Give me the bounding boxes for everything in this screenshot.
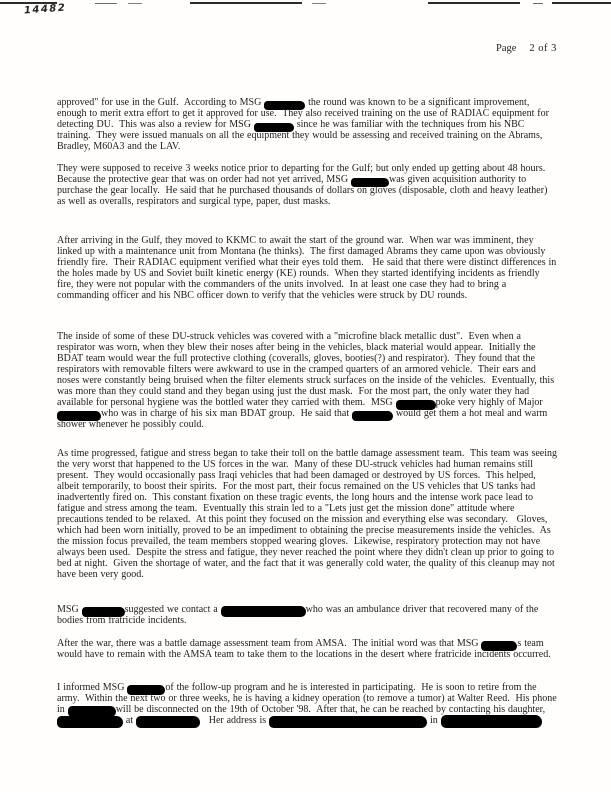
paragraph-text: who was an ambulance driver that recovered many of the bodies from fratricide incidents. xyxy=(57,604,542,626)
paragraph-text: suggested we contact a xyxy=(124,604,221,615)
paragraph-text: would get them a hot meal and warm shower whenever he possibly could. xyxy=(57,408,551,430)
paragraph-text: After the war, there was a battle damage assessment team from AMSA. The initial word was that MSG xyxy=(57,638,482,649)
document-paragraph xyxy=(57,604,558,626)
paragraph-text: was given acquisition authority to purchase the gear locally. He said that he purchased thousands of dollars on gloves (disposable, cloth and heavy leather) as well as overalls, respirators and surgical type, paper, dust masks. xyxy=(57,174,551,207)
paragraph-text: in xyxy=(427,715,441,726)
document-paragraph xyxy=(57,163,558,207)
document-paragraph xyxy=(57,97,558,152)
paragraph-text: As time progressed, fatigue and stress began to take their toll on the battle damage assessment team. This team was seeing the very worst that happened to the US forces in the war. Many of these DU-struck vehicles had human remains still present. They would occasionally pass Iraqi vehicles that had been damaged or destroyed by US forces. This helped, albeit temporarily, to boost their spirits. For the most part, their focus remained on the US vehicles that US tanks had inadvertently fired on. This constant fixation on these tragic events, the long hours and the intense work pace lead to fatigue and stress among the team. Eventually this strain led to a "Lets just get the mission done" attitude where precautions tended to be relaxed. At this point they focused on the mission and everything else was secondary. Gloves, which had been worn initially, proved to be an impediment to obtaining the precise measurements inside the vehicles. As the mission focus prevailed, the team members stopped wearing gloves. Likewise, respiratory protection may not have always been used. Despite the stress and fatigue, they never reached the point where they didn't clean up prior to going to bed at night. Given the shortage of water, and the fact that it was generally cold water, the quality of this cleanup may not have been very good. xyxy=(57,448,560,580)
paragraph-text: They were supposed to receive 3 weeks notice prior to departing for the Gulf; but only ended up getting about 48 hours. Because the protective gear that was on order had not yet arrived, MSG xyxy=(57,163,552,185)
page-header xyxy=(496,43,557,54)
page-header-number: 2 of 3 xyxy=(529,43,557,54)
redaction-bar xyxy=(136,716,200,728)
paragraph-text: of the follow-up program and he is interested in participating. He is soon to retire from the army. Within the next two or three weeks, he is having a kidney operation (to remove a tumor) at Walter Reed. His phone in xyxy=(57,682,560,715)
page-header-label: Page xyxy=(496,43,517,54)
redaction-bar xyxy=(269,716,427,728)
paragraph-text: who was in charge of his six man BDAT group. He said that xyxy=(101,408,353,419)
scan-artifact-line xyxy=(533,3,543,4)
handwritten-page-number: 14482 xyxy=(23,2,67,17)
paragraph-text: MSG xyxy=(57,604,82,615)
scan-artifact-line xyxy=(428,2,520,4)
paragraph-text: The inside of some of these DU-struck vehicles was covered with a "microfine black metallic dust". Even when a respirator was worn, when they blew their noses after being in the vehicles, black material would appear. Initially the BDAT team would wear the full protective clothing (coveralls, gloves, booties(?) and respirator). They found that the respirators with removable filters were awkward to use in the cramped quarters of an armored vehicle. Their ears and noses were constantly being bruised when the filter elements struck surfaces on the inside of the vehicles. Eventually, this was more than they could stand and they began using just the dust mask. For the most part, the only water they had available for personal hygiene was the bottled water they carried with them. MSG xyxy=(57,331,557,408)
redaction-bar xyxy=(57,716,123,728)
redaction-bar xyxy=(352,411,393,421)
document-paragraph xyxy=(57,682,558,726)
scan-artifact-line xyxy=(552,2,611,4)
paragraph-text: will be disconnected on the 19th of October '98. After that, he can be reached by contacting his daughter, xyxy=(115,704,549,715)
paragraph-text: the round was known to be a significant improvement, enough to merit extra effort to get it approved for use. They also received training on the use of RADIAC equipment for detecting DU. This was also a review for MSG xyxy=(57,97,552,130)
document-paragraph xyxy=(57,448,558,580)
paragraph-text: at xyxy=(123,715,137,726)
redaction-bar xyxy=(441,715,542,728)
paragraph-text: After arriving in the Gulf, they moved to KKMC to await the start of the ground war. When war was imminent, they linked up with a maintenance unit from Montana (he thinks). The first damaged Abrams they came upon was obviously friendly fire. Their RADIAC equipment verified what their eyes told them. He said that there were distinct differences in the holes made by US and Soviet built kinetic energy (KE) rounds. When they started identifying incidents as friendly fire, they were not popular with the commanders of the units involved. In at least one case they had to bring a commanding officer and his NBC officer down to verify that the vehicles were struck by DU rounds. xyxy=(57,235,560,301)
document-paragraph xyxy=(57,235,558,301)
paragraph-text: approved" for use in the Gulf. According to MSG xyxy=(57,97,265,108)
document-paragraph xyxy=(57,638,558,660)
paragraph-text: since he was familiar with the techniques from his NBC training. They were issued manuals on all the equipment they would be assessing and received training on the Abrams, Bradley, M60A3 and the LAV. xyxy=(57,119,546,152)
scan-artifact-line xyxy=(312,3,326,4)
paragraph-text: poke very highly of Major xyxy=(435,397,543,408)
scan-artifact-line xyxy=(190,2,302,4)
paragraph-text: I informed MSG xyxy=(57,682,128,693)
paragraph-text: Her address is xyxy=(200,715,270,726)
paragraph-text: s team would have to remain with the AMSA team to take them to the locations in the desert where fratricide incidents occurred. xyxy=(57,638,551,660)
scan-artifact-line xyxy=(128,3,142,4)
redaction-bar xyxy=(221,606,306,617)
scan-artifact-line xyxy=(95,3,117,4)
document-paragraph xyxy=(57,331,558,430)
